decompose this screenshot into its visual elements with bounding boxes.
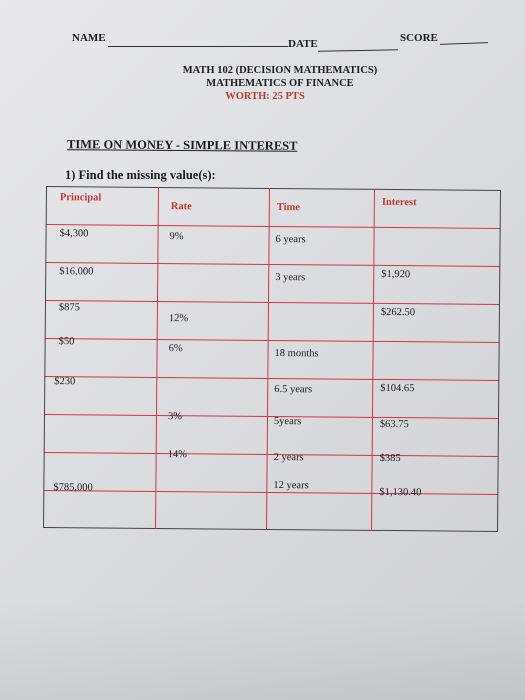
- date-label: DATE: [288, 38, 318, 50]
- cell-time: 12 years: [273, 479, 309, 492]
- header-rate: Rate: [170, 201, 192, 213]
- worth-points: WORTH: 25 PTS: [225, 91, 305, 102]
- score-label: SCORE: [400, 32, 438, 44]
- table-rule: [45, 262, 500, 267]
- table-border-bottom: [43, 527, 498, 532]
- cell-time: 3 years: [275, 272, 306, 284]
- table-col-rule: [155, 187, 159, 529]
- page-shadow: [0, 600, 525, 700]
- cell-principal: $4,300: [59, 228, 89, 240]
- table-rule: [46, 224, 501, 229]
- cell-time: 6 years: [275, 234, 306, 246]
- table-border-right: [497, 190, 501, 532]
- cell-rate: 6%: [168, 343, 183, 355]
- table-rule: [44, 414, 499, 419]
- cell-rate: 9%: [169, 231, 184, 243]
- cell-interest: $104.65: [380, 382, 415, 395]
- table-rule: [44, 452, 499, 457]
- cell-rate: 3%: [167, 411, 183, 423]
- name-label: NAME: [72, 32, 106, 44]
- header-time: Time: [276, 202, 301, 214]
- table-col-rule: [371, 189, 375, 531]
- name-line: [108, 46, 288, 47]
- table-border-top: [46, 186, 501, 191]
- cell-principal: $16,000: [59, 266, 94, 278]
- table-rule: [44, 376, 499, 381]
- cell-principal: $785,000: [53, 482, 93, 494]
- cell-time: 18 months: [274, 348, 319, 360]
- interest-table: [43, 186, 501, 532]
- cell-time: 6.5 years: [274, 383, 313, 396]
- cell-principal: $50: [58, 336, 75, 348]
- cell-rate: 12%: [168, 313, 189, 325]
- cell-time: 5years: [273, 415, 302, 428]
- cell-rate: 14%: [167, 449, 187, 461]
- score-line: [440, 42, 488, 45]
- table-rule: [45, 338, 500, 343]
- course-subtitle: MATHEMATICS OF FINANCE: [206, 78, 354, 89]
- table-border-left: [43, 186, 47, 528]
- header-principal: Principal: [59, 192, 102, 204]
- cell-interest: $385: [379, 452, 401, 465]
- header-interest: Interest: [381, 196, 417, 209]
- cell-interest: $1,130.40: [379, 486, 422, 499]
- section-title: TIME ON MONEY - SIMPLE INTEREST: [66, 137, 298, 153]
- cell-principal: $875: [58, 302, 80, 314]
- question-text: 1) Find the missing value(s):: [65, 168, 216, 182]
- table-rule: [45, 300, 500, 305]
- table-rule: [43, 490, 498, 495]
- cell-interest: $1,920: [381, 268, 411, 281]
- cell-interest: $262.50: [380, 306, 416, 319]
- cell-time: 2 years: [273, 451, 304, 464]
- table-col-rule: [266, 188, 270, 530]
- cell-interest: $63.75: [379, 418, 409, 431]
- cell-principal: $230: [54, 376, 76, 388]
- course-title: MATH 102 (DECISION MATHEMATICS): [182, 65, 378, 76]
- date-line: [318, 49, 398, 51]
